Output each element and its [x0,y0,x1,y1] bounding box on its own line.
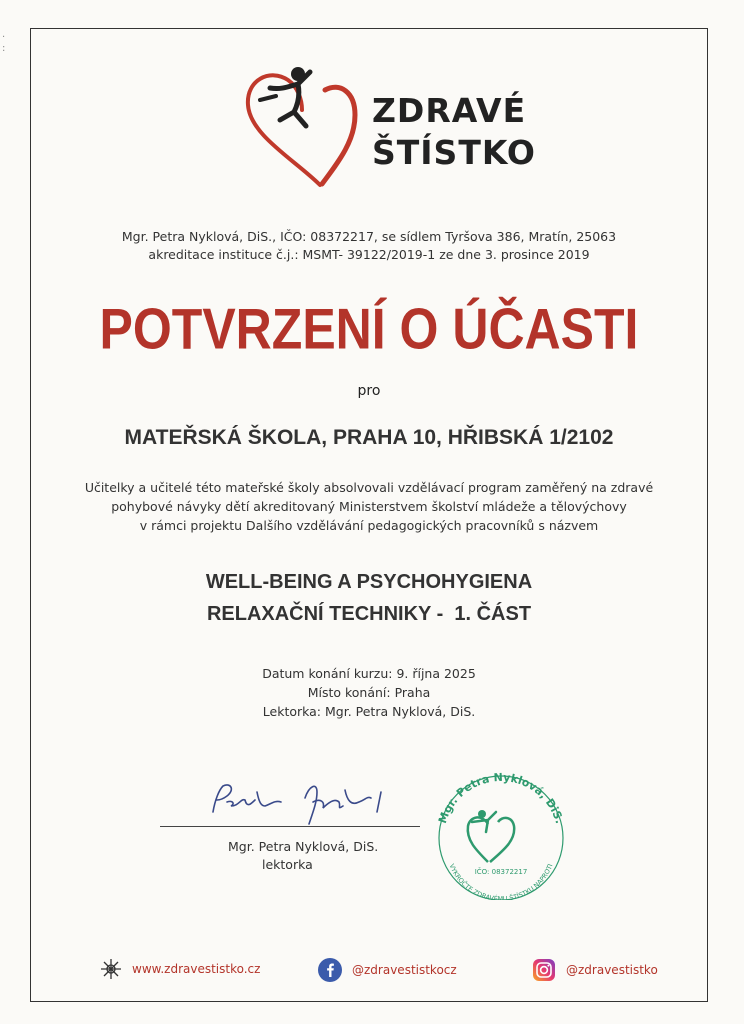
footer-instagram[interactable] [532,958,658,982]
description [30,478,708,535]
website-link[interactable]: www.zdravestistko.cz [132,962,261,976]
organization-info [30,228,708,264]
footer-website[interactable] [100,958,260,980]
official-stamp [426,770,576,900]
facebook-handle[interactable]: @zdravestistkocz [352,963,457,977]
brand-line-1: ZDRAVÉ [372,91,527,130]
stamp-bottom-text: VYKROČTE ZDRAVÉMU ŠTÍSTKU NAPROTI [447,862,555,900]
organization-line-2: akreditace instituce č.j.: MSMT- 39122/2019-1 ze dne 3. prosince 2019 [148,247,590,262]
description-line-1: Učitelky a učitelé této mateřské školy absolvovali vzdělávací program zaměřený na zdravé [84,480,654,495]
brand-name [372,90,536,174]
brand-line-2: ŠTÍSTKO [372,133,536,172]
instagram-handle[interactable]: @zdravestistko [566,963,658,977]
for-label: pro [357,383,381,399]
course-lecturer: Lektorka: Mgr. Petra Nyklová, DiS. [262,704,476,719]
stamp-top-text: Mgr. Petra Nyklová, DiS. [436,770,566,826]
instagram-icon [532,958,556,982]
handwritten-signature [205,772,415,832]
web-icon [100,958,122,980]
organization-line-1: Mgr. Petra Nyklová, DiS., IČO: 08372217, se sídlem Tyršova 386, Mratín, 25063 [121,229,617,244]
program-line-2: RELAXAČNÍ TECHNIKY - 1. ČÁST [206,603,532,625]
stamp-ico: IČO: 08372217 [474,868,528,876]
description-line-2: pohybové návyky dětí akreditovaný Ministerstvem školství mládeže a tělovýchovy [111,499,627,514]
program-title [30,566,708,630]
signer-role: lektorka [262,857,313,872]
signature-line [160,826,420,827]
course-place: Místo konání: Praha [307,685,431,700]
facebook-icon [318,958,342,982]
description-line-3: v rámci projektu Dalšího vzdělávání pedagogických pracovníků s názvem [139,518,599,533]
school-name: MATEŘSKÁ ŠKOLA, PRAHA 10, HŘIBSKÁ 1/2102 [124,426,614,449]
footer-facebook[interactable] [318,958,457,982]
program-line-1: WELL-BEING A PSYCHOHYGIENA [205,571,533,593]
course-details [30,664,708,721]
certificate-title: POTVRZENÍ O ÚČASTI [99,296,639,362]
margin-mark: · : [2,32,6,54]
signer-name: Mgr. Petra Nyklová, DiS. [228,839,379,854]
signer-block [228,838,378,874]
svg-text:Mgr. Petra Nyklová, DiS. [436,771,566,825]
course-date: Datum konání kurzu: 9. října 2025 [262,666,476,681]
